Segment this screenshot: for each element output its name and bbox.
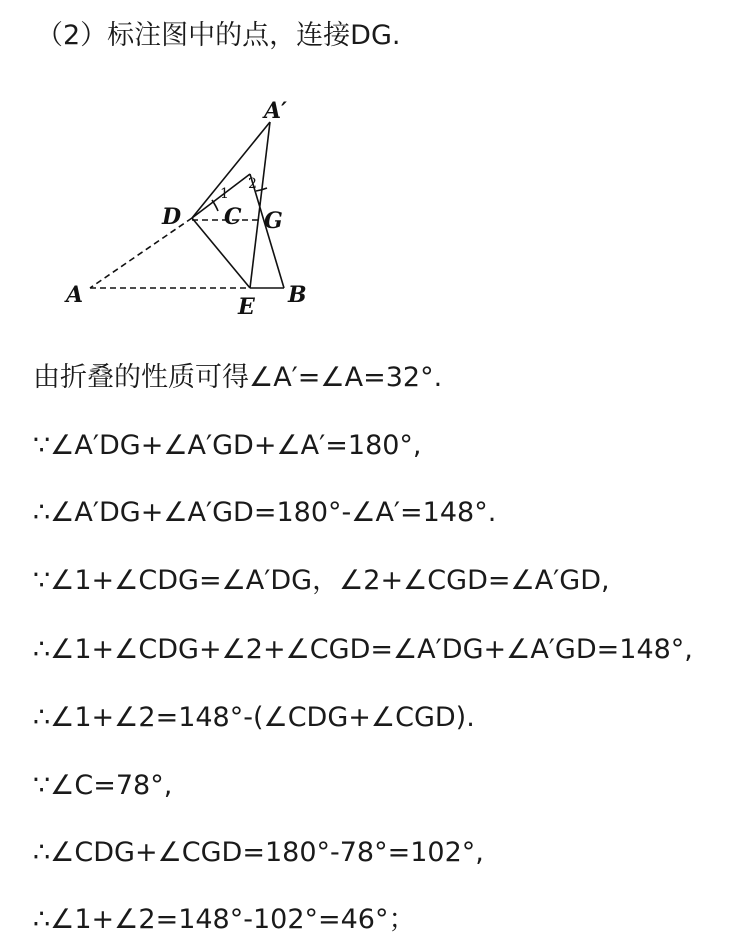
label-A: A [66,282,84,308]
label-angle-1: 1 [220,186,229,202]
solution-line-3: ∴∠A′DG+∠A′GD=180°-∠A′=148°. [33,497,497,528]
step-heading: （2）标注图中的点，连接DG. [36,20,401,51]
solution-line-9: ∴∠1+∠2=148°-102°=46°； [33,904,416,935]
label-E: E [238,294,255,320]
label-D: D [162,204,182,230]
solution-line-4: ∵∠1+∠CDG=∠A′DG，∠2+∠CGD=∠A′GD, [33,565,610,596]
geometry-figure [60,92,330,324]
label-G: G [264,208,283,234]
label-angle-2: 2 [248,176,257,192]
label-A-prime: A′ [264,98,287,124]
label-C: C [224,204,242,230]
solution-line-7: ∵∠C=78°, [33,770,173,801]
solution-line-5: ∴∠1+∠CDG+∠2+∠CGD=∠A′DG+∠A′GD=148°, [33,634,693,665]
angle-1-arc [212,200,218,211]
solution-line-8: ∴∠CDG+∠CGD=180°-78°=102°, [33,837,484,868]
folding-diagram [60,92,330,324]
solution-line-6: ∴∠1+∠2=148°-(∠CDG+∠CGD). [33,702,475,733]
label-B: B [288,282,307,308]
solution-line-2: ∵∠A′DG+∠A′GD+∠A′=180°, [33,430,422,461]
solution-line-1: 由折叠的性质可得∠A′=∠A=32°. [33,362,443,393]
